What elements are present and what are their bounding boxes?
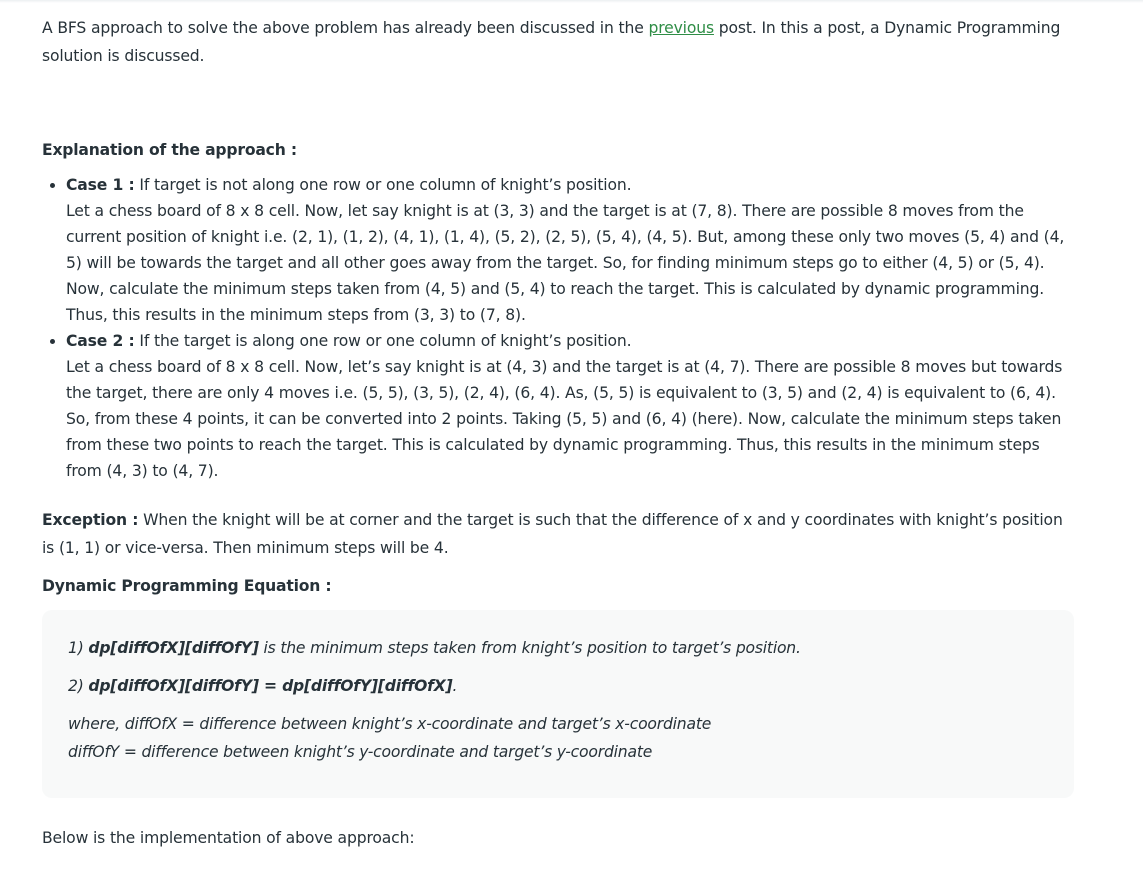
list-item-case-2	[66, 328, 1074, 484]
line-1-description: is the minimum steps taken from knight’s position to target’s position.	[258, 639, 801, 657]
exception-paragraph	[42, 506, 1074, 562]
list-item-case-1	[66, 172, 1074, 328]
intro-paragraph	[42, 14, 1074, 70]
case-2-label: Case 2 :	[66, 332, 135, 350]
dp-equation-heading: Dynamic Programming Equation :	[42, 577, 332, 595]
intro-text-before-link: A BFS approach to solve the above problem has already been discussed in the	[42, 19, 649, 37]
dp-equation-box	[42, 610, 1074, 798]
explanation-heading: Explanation of the approach :	[42, 141, 297, 159]
cases-list	[42, 172, 1074, 484]
intro-text-after-link: post. In this a post, a Dynamic Programming solution is discussed.	[42, 19, 1061, 65]
exception-text: When the knight will be at corner and the target is such that the difference of x and y coordinates with knight’s position is (1, 1) or vice-versa. Then minimum steps will be 4.	[42, 511, 1063, 557]
case-1-label: Case 1 :	[66, 176, 135, 194]
case-2-body: Let a chess board of 8 x 8 cell. Now, let’s say knight is at (4, 3) and the target is at (4, 7). There are possible 8 moves but towards the target, there are only 4 moves i.e. (5, 5), (3, 5), (2, 4), (6, 4). As, (5, 5) is equivalent to (3, 5) and (2, 4) is equivalent to (6, 4). So, from these 4 points, it can be converted into 2 points. Taking (5, 5) and (6, 4) (here). Now, calculate the minimum steps taken from these two points to reach the target. This is calculated by dynamic programming. Thus, this results in the minimum steps from (4, 3) to (4, 7).	[66, 358, 1063, 480]
line-1-prefix: 1)	[68, 639, 89, 657]
line-2-end: .	[452, 677, 458, 695]
article-content	[42, 14, 1074, 852]
where-line-2: diffOfY = difference between knight’s y-coordinate and target’s y-coordinate	[68, 743, 653, 761]
implementation-intro: Below is the implementation of above approach:	[42, 829, 415, 847]
case-2-title: If the target is along one row or one column of knight’s position.	[134, 332, 632, 350]
exception-label: Exception :	[42, 511, 139, 529]
line-2-formula: dp[diffOfX][diffOfY] = dp[diffOfY][diffOfX]	[88, 677, 453, 695]
case-1-title: If target is not along one row or one column of knight’s position.	[134, 176, 632, 194]
dp-equation-line-2	[68, 672, 1048, 700]
dp-equation-line-1	[68, 634, 1048, 662]
top-divider	[0, 0, 1143, 3]
line-1-formula: dp[diffOfX][diffOfY]	[88, 639, 259, 657]
line-2-prefix: 2)	[68, 677, 89, 695]
where-line-1: where, diffOfX = difference between knight’s x-coordinate and target’s x-coordinate	[68, 715, 712, 733]
previous-post-link[interactable]: previous	[648, 19, 714, 37]
case-1-body: Let a chess board of 8 x 8 cell. Now, let say knight is at (3, 3) and the target is at (7, 8). There are possible 8 moves from the current position of knight i.e. (2, 1), (1, 2), (4, 1), (1, 4), (5, 2), (2, 5), (5, 4), (4, 5). But, among these only two moves (5, 4) and (4, 5) will be towards the target and all other goes away from the target. So, for finding minimum steps go to either (4, 5) or (5, 4). Now, calculate the minimum steps taken from (4, 5) and (5, 4) to reach the target. This is calculated by dynamic programming. Thus, this results in the minimum steps from (3, 3) to (7, 8).	[66, 202, 1065, 324]
